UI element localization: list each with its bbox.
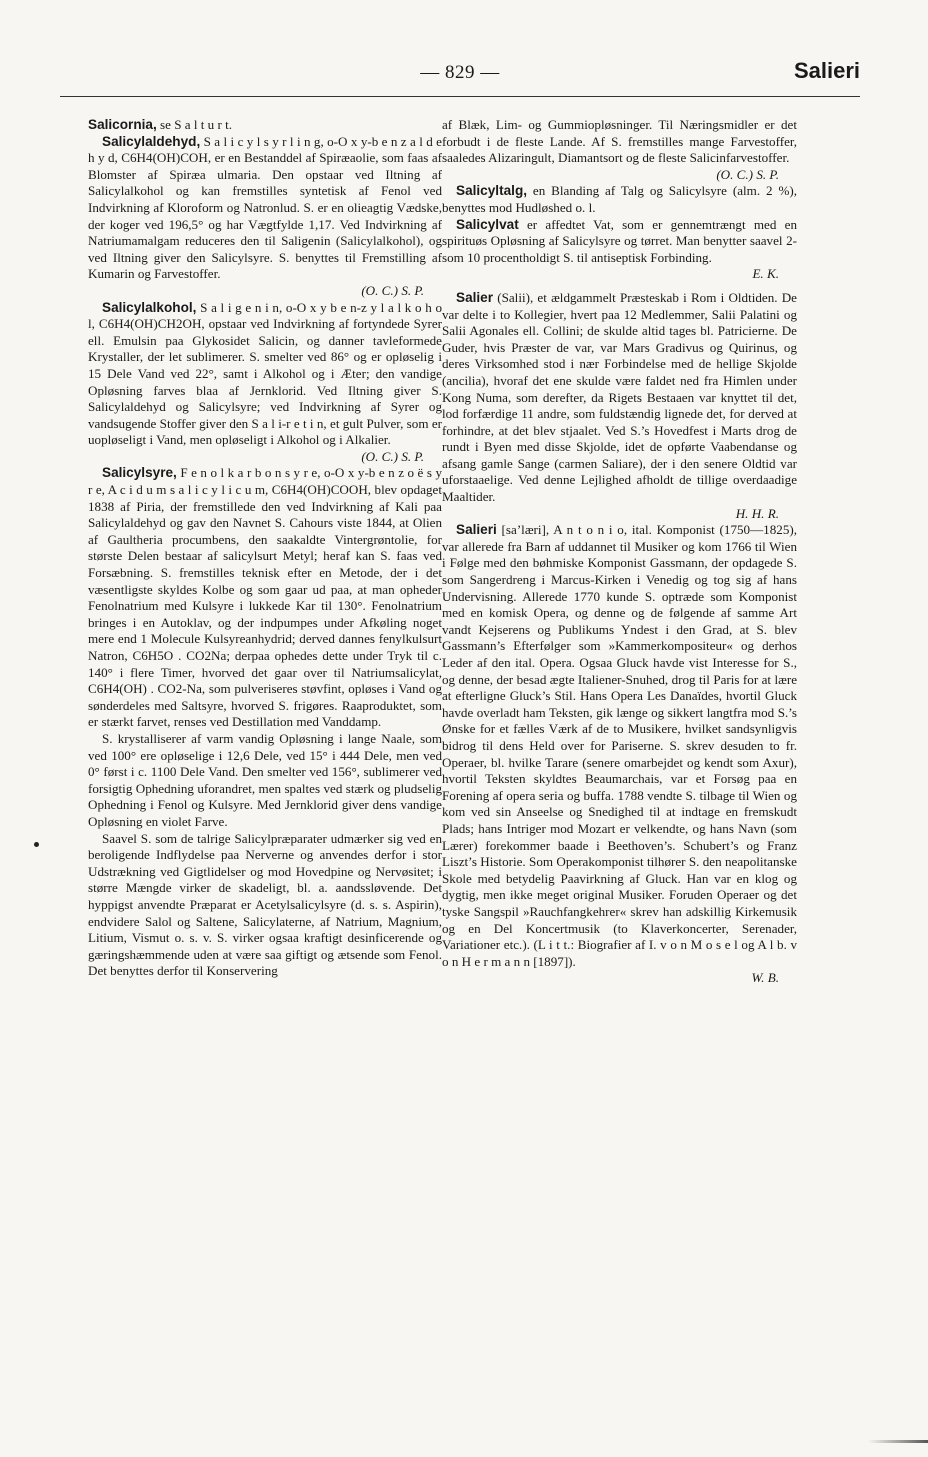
author-signature: (O. C.) S. P. <box>361 448 424 464</box>
headword: Salicylsyre, <box>102 465 177 481</box>
author-signature: (O. C.) S. P. <box>361 282 424 298</box>
author-signature: H. H. R. <box>735 505 779 521</box>
entry-salicylvat <box>442 217 797 267</box>
left-column <box>88 117 442 980</box>
headword: Salicylvat <box>456 216 519 232</box>
entry-text: S. krystalliserer af varm vandig Opløsning i lange Naale, som ved 100° ere opløselige i 12,6 Dele, ved 15° i 444 Dele, men ved 0° først i c. 1100 Dele Vand. Den smelter ved 156°, sublimerer ved forsigtig Ophedning uforandret, men spaltes ved stærk og pludselig Ophedning i Fenol og Kulsyre. Med Jernklorid giver dens vandige Opløsning en violet Farve. <box>88 730 442 829</box>
entry-salicylaldehyd <box>88 134 442 283</box>
page-number: — 829 — <box>420 62 500 83</box>
scan-artifact <box>868 1440 928 1443</box>
entry-salicornia <box>88 117 442 134</box>
entry-text: af Blæk, Lim- og Gummiopløsninger. Til Næringsmidler er det forbudt i de fleste Lande. Af S. fremstilles mange Farvestoffer, saaledes Alizaringult, Diamantsort og de fleste Salicinfarvestoffer. <box>442 117 797 166</box>
entry-salier <box>442 290 797 506</box>
entry-text: se S a l t u r t. <box>156 117 233 132</box>
headword: Salicylalkohol, <box>102 299 197 315</box>
headword: Salier <box>456 289 494 305</box>
headword: Salieri <box>456 522 497 538</box>
entry-salicylalkohol <box>88 300 442 449</box>
entry-text: (Salii), et ældgammelt Præsteskab i Rom i Oldtiden. De var delte i to Kollegier, hvert paa 12 Medlemmer, Salii Palatini og Salii Agonales ell. Collini; de skulde altid tages bl. Patricierne. De Guder, hvis Præster de var, var Mars Gradivus og Quirinus, og deres Virksomhed stod i nær Forbindelse med de hellige Skjolde (ancilia), hvoraf det ene skulde være faldet ned fra Himlen under Kong Numa, som derefter, da Rigets Bestaaen var knyttet til det, lod forfærdige 11 andre, som fuldstændig lignede det, for derved at forhindre, at det blev stjaalet. Ved S.’s Hovedfest i Marts drog de rundt i Byen med disse Skjolde, idet de opførte Vaabendanse og afsang gamle Sange (carmen Saliare), der i den senere Oldtid var uforstaaelige. Ved denne Lejlighed afholdt de tillige overdaadige Maaltider. <box>442 289 797 505</box>
header-rule <box>60 96 860 97</box>
paragraph <box>88 731 442 831</box>
paragraph <box>88 831 442 980</box>
right-column <box>442 117 797 987</box>
headword: Salicornia, <box>88 117 157 132</box>
running-head: Salieri <box>793 58 860 83</box>
entry-text: [sa’læri], A n t o n i o, ital. Komponist (1750—1825), var allerede fra Barn af uddannet til Musiker og kom 1766 til Wien i Følge med den bøhmiske Komponist Gassmann, der opdagede S. som Sangerdreng i Marcus-Kirken i Venedig og tog sig af hans Undervisning. Allerede 1770 kunde S. optræde som Komponist med en komisk Opera, og denne og de følgende af samme Art vandt Kejserens og Publikums Yndest i den Grad, at S. blev Gassmann’s Efterfølger som »Kammerkompositeur« og derhos Leder af den ital. Opera. Ogsaa Gluck havde vist Interesse for S., og denne, der besad ægte Italiener-Snuhed, drog til Paris for at lære at efterligne Gluck’s Stil. Hans Opera Les Danaïdes, hvortil Gluck havde overladt ham Teksten, gik længe og sikkert langtfra mod S.’s Ønske for et fælles Værk af de to Musikere, hvilket sandsynligvis bidrog til dens Held over for Pariserne. S. skrev desuden to fr. Operaer, bl. hvilke Tarare (senere omarbejdet og kendt som Axur), hvortil Teksten skyldtes Beaumarchais, var et Forsøg paa en Forening af opera seria og buffa. 1788 vendte S. tilbage til Wien og kom ved sin Anseelse og Snedighed til at indtage en fremskudt Plads; hans Intriger mod Mozart er velkendte, og hans Navn (som Lærer) forekommer baade i Beethoven’s. Schubert’s og Franz Liszt’s Historie. Som Operakomponist tilhører S. den neapolitanske Skole med betydelig Paavirkning af Gluck. Han var en klog og dygtig, men ikke meget original Musiker. Foruden Operaer og det tyske Sangspil »Rauchfangkehrer« skrev han adskillig Kirkemusik og en Del Koncertmusik (to Klaverkoncerter, Serenader, Variationer etc.). (L i t t.: Biografier af I. v o n M o s e l og A l b. v o n H e r m a n n [1897]). <box>442 522 797 969</box>
entry-salicyltalg <box>442 183 797 216</box>
margin-mark <box>34 842 39 847</box>
entry-text: en Blanding af Talg og Salicylsyre (alm. 2 %), benyttes mod Hudløshed o. l. <box>442 183 797 215</box>
author-signature: W. B. <box>751 970 779 986</box>
entry-salicylsyre <box>88 465 442 731</box>
entry-text: Saavel S. som de talrige Salicylpræparater udmærker sig ved en beroligende Indflydelse paa Nerverne og anvendes derfor i stor Udstrækning ved Gigtlidelser og mod Hovedpine og Nervøsitet; i større Mængde virker de skadeligt, bl. a. aandssløvende. Det hyppigst anvendte Præparat er Acetylsalicylsyre (d. s. s. Aspirin), endvidere Salol og Saltene, Salicylaterne, af Natrium, Magnium, Litium, Vismut o. s. v. S. virker ogsaa kraftigt desinficerende og gæringshæmmende uden at være saa giftigt og ætsende som Fenol. Det benyttes derfor til Konservering <box>88 830 442 979</box>
paragraph-continuation <box>442 117 797 167</box>
headword: Salicylaldehyd, <box>102 133 201 149</box>
entry-salieri <box>442 522 797 970</box>
entry-text: S a l i c y l s y r l i n g, o-O x y-b e n z a l d e h y d, C6H4(OH)COH, er en Bestanddel af Spiræaolie, som faas af Blomster af Spiræa ulmaria. Den opstaar ved Iltning af Salicylalkohol og kan fremstilles syntetisk af Fenol ved Indvirkning af Kloroform og Natronlud. S. er en olieagtig Vædske, der koger ved 196,5° og har Vægtfylde 1,17. Ved Indvirkning af Natriumamalgam reduceres den til Saligenin (Salicylalkohol), og ved Iltning giver den Salicylsyre. S. benyttes til Fremstilling af Kumarin og Farvestoffer. <box>88 133 442 282</box>
entry-text: S a l i g e n i n, o-O x y b e n-z y l a l k o h o l, C6H4(OH)CH2OH, opstaar ved Indvirkning af fortyndede Syrer ell. Emulsin paa Glykosidet Salicin, og danner tavleformede Krystaller, der let sublimerer. S. smelter ved 86° og er opløselig i 15 Dele Vand ved 22°, samt i Alkohol og i Æter; den vandige Opløsning farves blaa af Jernklorid. Ved Iltning giver S. Salicylaldehyd og Salicylsyre; ved Indvirkning af Syrer og vandsugende Stoffer giver den S a l i-r e t i n, et gult Pulver, som er uopløseligt i Vand, men opløseligt i Alkohol og i Alkalier. <box>88 299 442 448</box>
page-header <box>60 56 860 96</box>
entry-text: F e n o l k a r b o n s y r e, o-O x y-b e n z o ë s y r e, A c i d u m s a l i c y l i c u m, C6H4(OH)COOH, blev opdaget 1838 af Piria, der fremstillede den ved Indvirkning af Kali paa Salicylaldehyd og gav den Navnet S. Cahours viste 1844, at Olien af Gaultheria procumbens, den saakaldte Vintergrøntolie, for største Delen bestaar af salicylsurt Metyl; heraf kan S. faas ved Forsæbning. S. fremstilles teknisk efter en Metode, der i det væsentligste skyldes Kolbe og som gaar ud paa, at man opheder Fenolnatrium med Kulsyre i lukkede Kar til 130°. Fenolnatrium bringes i en Autoklav, og der indpumpes under Afkøling noget mere end 1 Molecule Kulsyreanhydrid; derved dannes fenylkulsurt Natron, C6H5O . CO2Na; derpaa ophedes dette under Tryk til c. 140° i flere Timer, hvorved det gaar over til Natriumsalicylat, C6H4(OH) . CO2-Na, som pulveriseres støvfint, opløses i Vand og sønderdeles med Saltsyre, hvorved S. frigøres. Raaproduktet, som er stærkt farvet, renses ved Destillation med Vanddamp. <box>88 465 442 730</box>
author-signature: (O. C.) S. P. <box>716 166 779 182</box>
headword: Salicyltalg, <box>456 183 528 199</box>
entry-text: er affedtet Vat, som er gennemtrængt med en spirituøs Opløsning af Salicylsyre og tørret. Man benytter saavel 2- som 10 procentholdigt S. til antiseptisk Forbinding. <box>442 216 797 265</box>
author-signature: E. K. <box>752 266 779 282</box>
